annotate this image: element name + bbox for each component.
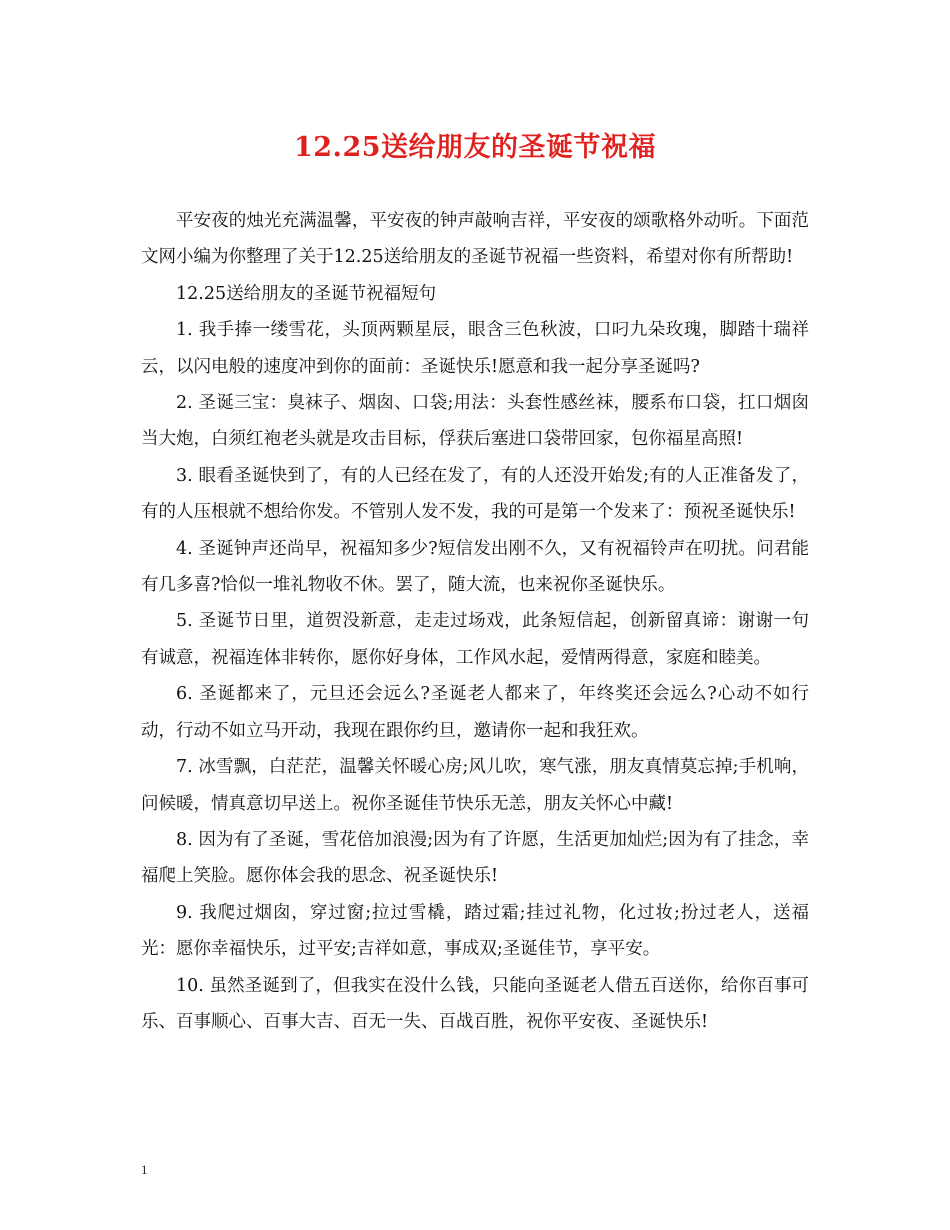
list-item: 8. 因为有了圣诞，雪花倍加浪漫;因为有了许愿，生活更加灿烂;因为有了挂念，幸福爬上笑脸。愿你体会我的思念、祝圣诞快乐! — [141, 829, 809, 887]
page-title: 12.25送给朋友的圣诞节祝福 — [293, 132, 657, 163]
list-item: 5. 圣诞节日里，道贺没新意，走走过场戏，此条短信起，创新留真谛：谢谢一句有诚意，祝福连体非转你，愿你好身体，工作风水起，爱情两得意，家庭和睦美。 — [141, 611, 809, 668]
list-item: 7. 冰雪飘，白茫茫，温馨关怀暖心房;风儿吹，寒气涨，朋友真情莫忘掉;手机响，问候暖，情真意切早送上。祝你圣诞佳节快乐无恙，朋友关怀心中藏! — [141, 757, 809, 814]
intro-paragraph: 平安夜的烛光充满温馨，平安夜的钟声敲响吉祥，平安夜的颂歌格外动听。下面范文网小编为你整理了关于12.25送给朋友的圣诞节祝福一些资料，希望对你有所帮助! — [141, 211, 809, 268]
document-body — [141, 203, 809, 1040]
list-item: 10. 虽然圣诞到了，但我实在没什么钱，只能向圣诞老人借五百送你，给你百事可乐、百事顺心、百事大吉、百无一失、百战百胜，祝你平安夜、圣诞快乐! — [141, 975, 809, 1032]
list-item: 4. 圣诞钟声还尚早，祝福知多少?短信发出刚不久，又有祝福铃声在叨扰。问君能有几多喜?恰似一堆礼物收不休。罢了，随大流，也来祝你圣诞快乐。 — [141, 538, 809, 596]
list-item: 3. 眼看圣诞快到了，有的人已经在发了，有的人还没开始发;有的人正准备发了，有的人压根就不想给你发。不管别人发不发，我的可是第一个发来了：预祝圣诞快乐! — [141, 465, 809, 523]
list-item: 9. 我爬过烟囱，穿过窗;拉过雪橇，踏过霜;挂过礼物，化过妆;扮过老人，送福光：愿你幸福快乐，过平安;吉祥如意，事成双;圣诞佳节，享平安。 — [141, 902, 809, 960]
list-item: 6. 圣诞都来了，元旦还会远么?圣诞老人都来了，年终奖还会远么?心动不如行动，行动不如立马开动，我现在跟你约旦，邀请你一起和我狂欢。 — [141, 684, 809, 741]
list-item: 1. 我手捧一缕雪花，头顶两颗星辰，眼含三色秋波，口叼九朵玫瑰，脚踏十瑞祥云，以闪电般的速度冲到你的面前：圣诞快乐!愿意和我一起分享圣诞吗? — [141, 320, 809, 377]
section-heading: 12.25送给朋友的圣诞节祝福短句 — [176, 283, 437, 304]
page-number: 1 — [141, 1162, 148, 1177]
list-item: 2. 圣诞三宝：臭袜子、烟囱、口袋;用法：头套性感丝袜，腰系布口袋，扛口烟囱当大炮，白须红袍老头就是攻击目标，俘获后塞进口袋带回家，包你福星高照! — [141, 393, 809, 450]
